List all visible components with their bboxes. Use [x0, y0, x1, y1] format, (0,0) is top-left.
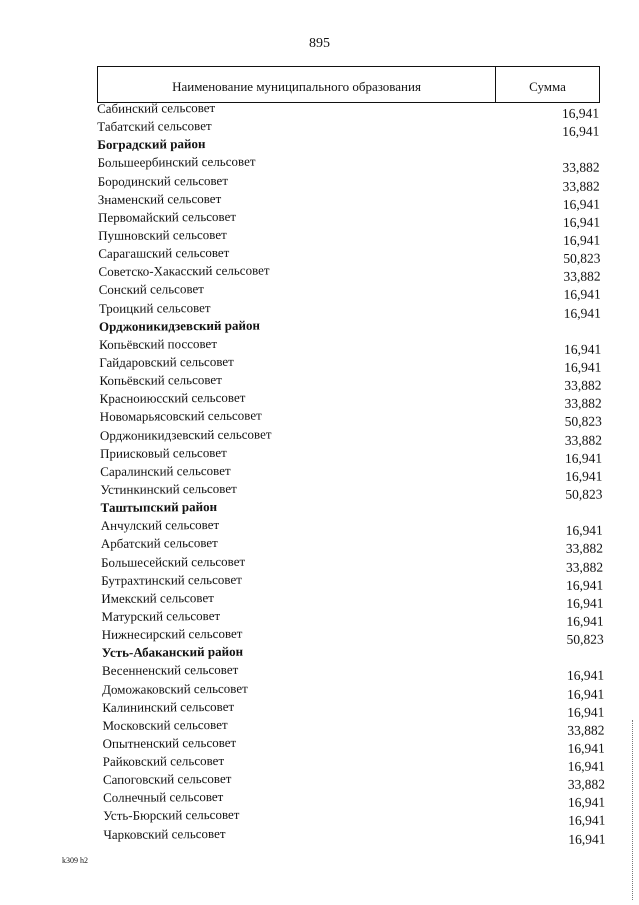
sum-value: 16,941: [567, 686, 605, 702]
sum-value: 16,941: [567, 704, 605, 720]
sum-column-header: Сумма: [529, 78, 566, 94]
sum-value: 16,941: [563, 232, 601, 248]
municipality-name: Табатский сельсовет: [97, 118, 212, 135]
municipality-name: Бородинский сельсовет: [97, 172, 229, 189]
sum-value: 50,823: [563, 250, 601, 267]
sum-value: 16,941: [568, 813, 606, 829]
sum-value: 50,823: [565, 486, 603, 502]
municipality-name: Райковский сельсовет: [102, 752, 225, 770]
sum-value: 16,941: [566, 595, 604, 611]
municipality-name: Устинкинский сельсовет: [100, 480, 237, 497]
sum-value: 16,941: [561, 105, 600, 121]
sum-value: 33,882: [564, 432, 603, 448]
municipality-name: Калининский сельсовет: [102, 698, 235, 715]
municipality-name: Копьёвский поссовет: [99, 335, 218, 352]
municipality-name: Знаменский сельсовет: [97, 190, 222, 207]
municipality-name: Матурский сельсовет: [101, 607, 221, 624]
district-name: Орджоникидзевский район: [98, 317, 260, 334]
table-body: [0, 95, 639, 847]
sum-value: 16,941: [563, 287, 601, 303]
municipality-name: Имекский сельсовет: [101, 589, 214, 606]
municipality-name: Новомарьясовский сельсовет: [99, 407, 262, 425]
municipality-name: Копьёвский сельсовет: [99, 372, 222, 389]
sum-value: 16,941: [566, 577, 604, 593]
municipality-name: Гайдаровский сельсовет: [99, 353, 234, 370]
municipality-name: Солнечный сельсовет: [103, 789, 224, 806]
sum-value: 33,882: [565, 540, 603, 557]
municipality-name: Сапоговский сельсовет: [102, 771, 232, 788]
sum-value: 50,823: [564, 413, 602, 430]
sum-value: 16,941: [567, 740, 605, 756]
municipality-name: Приисковый сельсовет: [100, 444, 227, 461]
name-column-header: Наименование муниципального образования: [98, 67, 496, 102]
sum-value: 33,882: [562, 160, 600, 176]
municipality-name: Троицкий сельсовет: [98, 299, 211, 316]
sum-value: 16,941: [564, 359, 602, 375]
municipality-name: Усть-Бюрский сельсовет: [103, 807, 240, 824]
municipality-name: Орджоникидзевский сельсовет: [99, 426, 272, 443]
municipality-name: Бутрахтинский сельсовет: [101, 571, 242, 588]
sum-value: 16,941: [568, 831, 606, 847]
sum-value: 16,941: [562, 123, 600, 140]
municipality-name: Пушновский сельсовет: [98, 226, 227, 243]
sum-value: 33,882: [562, 178, 600, 194]
sum-value: 16,941: [565, 522, 603, 539]
sum-value: 16,941: [567, 794, 606, 811]
municipality-name: Сабинский сельсовет: [97, 99, 216, 116]
district-name: Усть-Абаканский район: [101, 643, 244, 661]
municipality-name: Опытненский сельсовет: [102, 734, 237, 751]
municipality-name: Первомайский сельсовет: [97, 208, 237, 225]
sum-value: 33,882: [563, 268, 601, 285]
municipality-name: Анчулский сельсовет: [100, 517, 220, 534]
sum-value: 16,941: [565, 468, 603, 484]
municipality-name: Чарковский сельсовет: [103, 825, 226, 842]
scan-edge-artifact: [631, 720, 633, 900]
district-name: Боградский район: [97, 136, 206, 153]
sum-value: 16,941: [562, 214, 601, 230]
sum-value: 50,823: [566, 631, 604, 648]
sum-value: 33,882: [564, 395, 602, 412]
footer-code: k309 h2: [62, 856, 88, 865]
municipality-name: Нижнесирский сельсовет: [101, 625, 243, 643]
sum-value: 16,941: [566, 613, 604, 629]
sum-value: 33,882: [567, 722, 605, 738]
municipality-name: Доможаковский сельсовет: [102, 680, 248, 697]
sum-value: 16,941: [562, 196, 600, 212]
municipality-name: Большесейский сельсовет: [100, 553, 246, 570]
sum-value: 16,941: [566, 667, 605, 684]
municipality-name: Красноиюсский сельсовет: [99, 389, 246, 407]
municipality-name: Большеербинский сельсовет: [97, 154, 256, 171]
sum-value: 16,941: [564, 450, 603, 466]
sum-value: 33,882: [564, 377, 602, 394]
sum-value: 16,941: [564, 341, 602, 357]
municipality-name: Саралинский сельсовет: [100, 462, 231, 479]
page-number: 895: [309, 36, 330, 51]
sum-value: 33,882: [567, 776, 606, 793]
municipality-name: Сарагашский сельсовет: [98, 244, 230, 262]
municipality-name: Московский сельсовет: [102, 716, 228, 733]
district-name: Таштыпский район: [100, 499, 218, 516]
sum-value: 16,941: [567, 758, 605, 774]
sum-value: 33,882: [565, 559, 604, 575]
municipality-name: Сонский сельсовет: [98, 281, 204, 298]
sum-value: 16,941: [563, 305, 601, 321]
municipality-name: Весенненский сельсовет: [101, 662, 239, 679]
municipality-name: Советско-Хакасский сельсовет: [98, 262, 270, 280]
municipality-name: Арбатский сельсовет: [100, 535, 218, 552]
